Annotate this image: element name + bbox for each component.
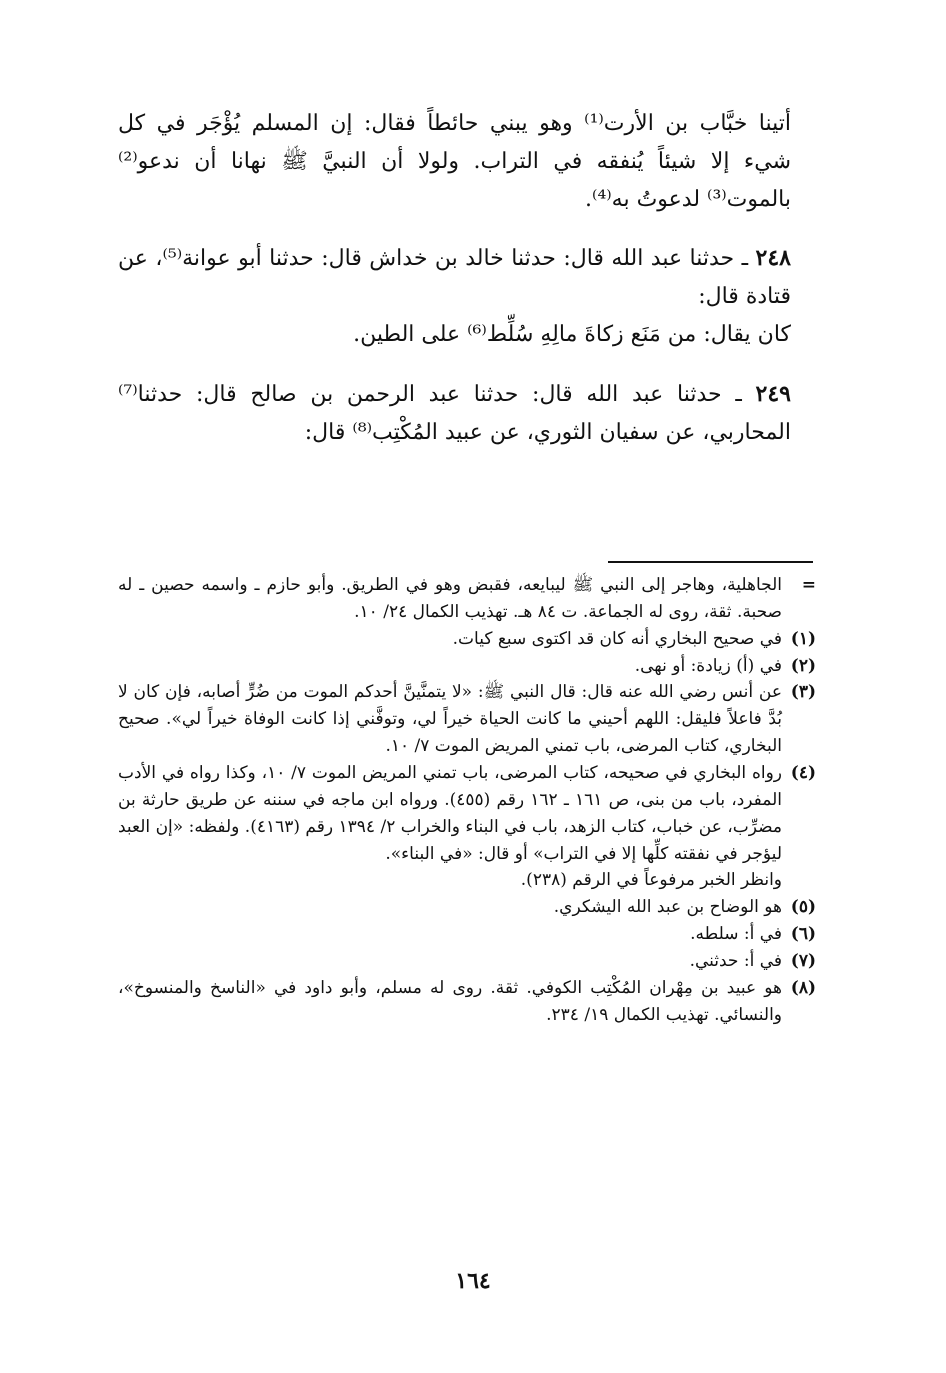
footnote-4: (٤) رواه البخاري في صحيحه، كتاب المرضى، باب تمني المريض الموت ٧/ ١٠، وكذا رواه في الأدب المفرد، باب من بنى، ص ١٦١ ـ ١٦٢ رقم (٤٥٥). ورواه ابن ماجه في سننه عن طريق حارثة بن مضرِّب، عن خباب، كتاب الزهد، باب في البناء والخراب ٢/ ١٣٩٤ رقم (٤١٦٣). ولفظه: «إن العبد ليؤجر في نفقته كلِّها إلا في التراب» أو قال: «في البناء». <box>118 763 816 864</box>
hadith-249-isnad: ـ حدثنا عبد الله قال: حدثنا عبد الرحمن بن صالح قال: حدثنا⁽⁷⁾ المحاربي، عن سفيان الثوري، عن عبيد المُكْتِب⁽⁸⁾ قال: <box>118 381 791 445</box>
footnotes <box>118 572 816 1029</box>
footnote-continuation: = الجاهلية، وهاجر إلى النبي ﷺ ليبايعه، فقبض وهو في الطريق. وأبو حازم ـ واسمه حصين ـ له صحبة. ثقة، روى له الجماعة. ت ٨٤ هـ. تهذيب الكمال ٢٤/ ١٠. <box>118 575 816 622</box>
footnote-8: (٨) هو عبيد بن مِهْران المُكْتِب الكوفي. ثقة. روى له مسلم، وأبو داود في «الناسخ والمنسوخ»، والنسائي. تهذيب الكمال ١٩/ ٢٣٤. <box>118 977 816 1025</box>
footnote-separator <box>608 561 813 563</box>
hadith-249 <box>118 376 813 452</box>
footnote-6: (٦) في أ: سلطه. <box>690 924 816 945</box>
hadith-number-248: ٢٤٨ <box>755 245 791 272</box>
hadith-248-matn: كان يقال: من مَنَع زكاةَ مالِهِ سُلِّط⁽⁶⁾ على الطين. <box>353 322 791 348</box>
footnote-2: (٢) في (أ) زيادة: أو نهى. <box>634 655 816 676</box>
hadith-248-isnad: ـ حدثنا عبد الله قال: حدثنا خالد بن خداش قال: حدثنا أبو عوانة⁽⁵⁾، عن قتادة قال: <box>118 246 791 310</box>
footnote-5: (٥) هو الوضاح بن عبد الله اليشكري. <box>553 897 816 918</box>
footnote-7: (٧) في أ: حدثني. <box>689 951 816 972</box>
footnote-4-addendum: وانظر الخبر مرفوعاً في الرقم (٢٣٨). <box>520 870 782 891</box>
hadith-248 <box>118 240 813 353</box>
paragraph-khabbab: أتينا خبَّاب بن الأرت⁽¹⁾ وهو يبني حائطاً فقال: إن المسلم يُؤْجَر في كل شيء إلا شيئاً يُنفقه في التراب. ولولا أن النبيَّ ﷺ نهانا أن ندعو⁽²⁾ بالموت⁽³⁾ لدعوتُ به⁽⁴⁾. <box>118 111 791 212</box>
page-number: ١٦٤ <box>455 1268 491 1294</box>
footnote-1: (١) في صحيح البخاري أنه كان قد اكتوى سبع كيات. <box>452 628 816 649</box>
main-text <box>118 105 813 452</box>
hadith-number-249: ٢٤٩ <box>755 380 791 407</box>
footnote-3: (٣) عن أنس رضي الله عنه قال: قال النبي ﷺ: «لا يتمنَّينَّ أحدكم الموت من ضُرٍّ أصابه، فإن كان لا بُدَّ فاعلاً فليقل: اللهم أحيني ما كانت الحياة خيراً لي، وتوفَّني إذا كانت الوفاة خيراً لي». صحيح البخاري، كتاب المرضى، باب تمني المريض الموت ٧/ ١٠. <box>118 682 816 757</box>
